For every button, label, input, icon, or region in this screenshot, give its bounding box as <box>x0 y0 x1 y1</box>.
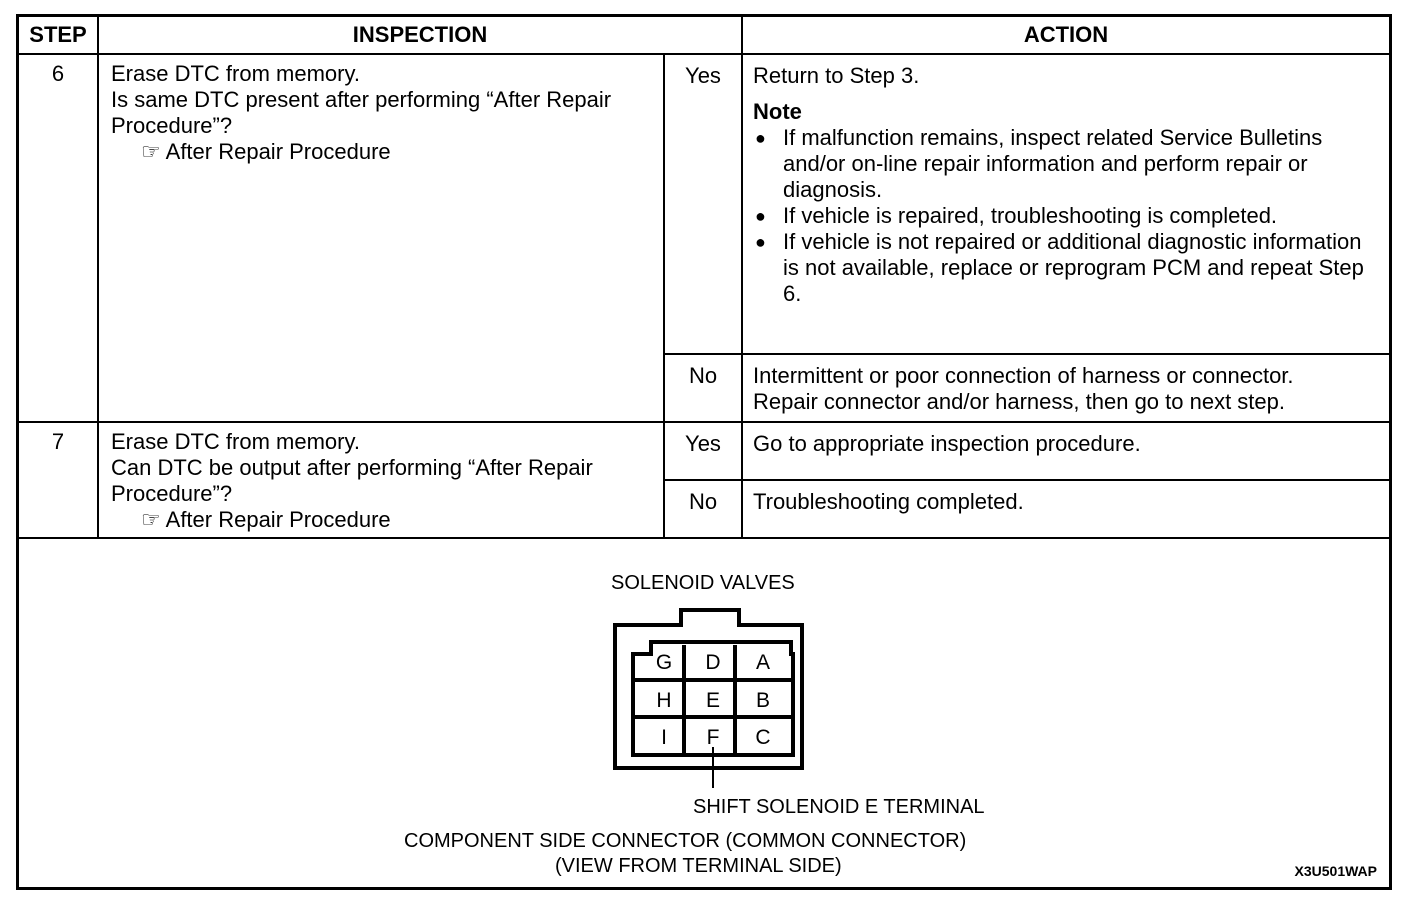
pointing-hand-icon: ☞ <box>141 139 161 164</box>
inspection-line: Erase DTC from memory. <box>111 429 360 454</box>
procedure-frame <box>16 14 1392 890</box>
terminal-d: D <box>705 651 721 674</box>
no-label: No <box>664 480 742 538</box>
connector-diagram <box>19 542 1389 887</box>
yes-label: Yes <box>664 54 742 354</box>
inspection-cell <box>98 54 664 422</box>
inspection-cell <box>98 422 664 538</box>
reference-line <box>111 139 653 165</box>
yes-label: Yes <box>664 422 742 480</box>
pointing-hand-icon: ☞ <box>141 507 161 532</box>
terminal-c: C <box>755 726 771 749</box>
no-label: No <box>664 354 742 422</box>
action-text: Intermittent or poor connection of harness or connector. <box>753 363 1294 388</box>
caption-line-1: COMPONENT SIDE CONNECTOR (COMMON CONNECTOR) <box>404 830 967 852</box>
terminal-f: F <box>706 726 720 749</box>
terminal-i: I <box>661 726 667 749</box>
note-title: Note <box>753 99 802 124</box>
inspection-line: Can DTC be output after performing “After Repair Procedure”? <box>111 455 593 506</box>
note-item: ● If malfunction remains, inspect related Service Bulletins and/or on-line repair information and perform repair or diagnosis. <box>753 125 1379 203</box>
terminal-a: A <box>755 651 771 674</box>
note-item: ● If vehicle is repaired, troubleshooting is completed. <box>753 203 1379 229</box>
step-number: 6 <box>19 54 98 422</box>
inspection-line: Is same DTC present after performing “After Repair Procedure”? <box>111 87 612 138</box>
action-cell: Troubleshooting completed. <box>742 480 1389 538</box>
action-cell: Go to appropriate inspection procedure. <box>742 422 1389 480</box>
caption-line-2: (VIEW FROM TERMINAL SIDE) <box>555 855 842 877</box>
action-cell <box>742 354 1389 422</box>
terminal-h: H <box>656 689 672 712</box>
reference-line <box>111 507 653 533</box>
figure-code: X3U501WAP <box>1294 863 1377 879</box>
table-header-row <box>19 17 1389 54</box>
note-list <box>753 125 1379 307</box>
reference-link[interactable]: After Repair Procedure <box>165 139 391 164</box>
step-number: 7 <box>19 422 98 538</box>
terminal-g: G <box>655 651 673 674</box>
terminal-e: E <box>705 689 721 712</box>
reference-link[interactable]: After Repair Procedure <box>165 507 391 532</box>
callout-label: SHIFT SOLENOID E TERMINAL <box>693 796 985 818</box>
action-cell <box>742 54 1389 354</box>
action-header: ACTION <box>742 17 1389 54</box>
inspection-header: INSPECTION <box>98 17 742 54</box>
diagram-title: SOLENOID VALVES <box>611 572 795 594</box>
table-row <box>19 422 1389 480</box>
inspection-line: Erase DTC from memory. <box>111 61 360 86</box>
table-row <box>19 54 1389 354</box>
troubleshooting-table <box>19 17 1389 539</box>
action-text: Return to Step 3. <box>753 63 920 88</box>
step-header: STEP <box>19 17 98 54</box>
note-item: ● If vehicle is not repaired or additional diagnostic information is not available, replace or reprogram PCM and repeat Step 6. <box>753 229 1379 307</box>
terminal-b: B <box>755 689 771 712</box>
action-text: Repair connector and/or harness, then go to next step. <box>753 389 1285 414</box>
